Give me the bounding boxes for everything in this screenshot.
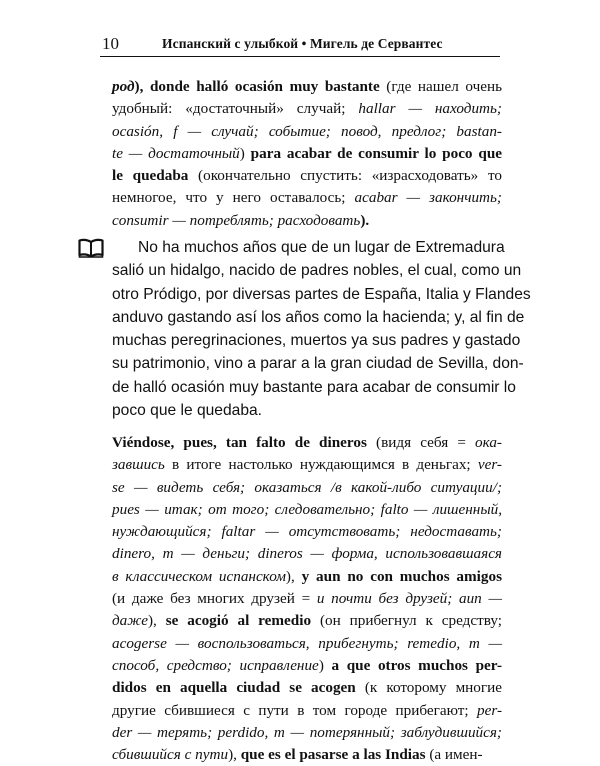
text-segment: Viéndose, pues, tan falto de dineros — [112, 434, 367, 451]
text-segment: se acogió al remedio — [165, 612, 312, 630]
quote-line: muchas peregrinaciones, muertos ya sus padres y gastado — [112, 332, 521, 350]
quote-line: de halló ocasión muy bastante para acabar de consumir lo — [112, 378, 516, 396]
text-segment: dinero, m — деньги; dineros — форма, использовавшаяся — [112, 545, 502, 563]
spanish-quote — [112, 236, 531, 422]
text-line — [112, 477, 502, 499]
text-segment: немногое, что у него оставалось; — [112, 189, 355, 207]
text-line — [112, 677, 502, 699]
text-segment: завшись — [112, 456, 165, 474]
text-segment: (он прибегнул к средству; — [311, 612, 502, 630]
text-segment: (и даже без многих друзей = — [112, 590, 317, 608]
text-segment: consumir — потреблять; расходовать — [112, 211, 361, 229]
text-segment: род — [112, 78, 135, 95]
gloss-bottom — [112, 432, 502, 766]
text-segment: ocasión, f — случай; событие; повод, предлог; bastan- — [112, 122, 502, 140]
text-segment: ver- — [477, 456, 502, 474]
text-segment: ), — [285, 567, 302, 585]
text-segment: ), — [147, 612, 166, 630]
text-line — [112, 655, 502, 677]
text-segment: te — достаточный — [112, 144, 240, 162]
text-line — [112, 722, 502, 744]
page-number: 10 — [102, 34, 119, 53]
text-segment: (где нашел очень — [379, 78, 502, 95]
quote-line: poco que le quedaba. — [112, 402, 263, 420]
running-header — [100, 34, 500, 57]
text-line — [112, 432, 502, 454]
text-line — [112, 700, 502, 722]
text-segment: le quedaba — [112, 167, 189, 185]
quote-line: su patrimonio, vino a parar a la gran ciudad de Sevilla, don- — [112, 355, 524, 373]
text-segment: даже — [112, 612, 148, 630]
open-book-icon — [78, 238, 104, 258]
text-segment: para acabar de consumir lo poco que — [250, 144, 503, 162]
text-segment: ), donde halló ocasión muy bastante — [134, 78, 380, 95]
text-segment: удобный: «достаточный» случай; — [112, 100, 359, 118]
text-segment: pues — итак; от того; следовательно; falto — лишенный, — [112, 500, 502, 518]
text-segment: se — видеть себя; оказаться /в какой-либо ситуации/; — [112, 478, 502, 496]
text-segment: acabar — закончить; — [354, 189, 502, 207]
text-segment: der — терять; perdido, m — потерянный; заблудившийся; — [112, 723, 502, 741]
text-segment: нуждающийся; faltar — отсутствовать; недоставать; — [112, 523, 502, 541]
running-title: Испанский с улыбкой • Мигель де Сервантес — [162, 36, 443, 51]
text-segment: que es el pasarse a las Indias — [240, 746, 426, 764]
text-line — [112, 165, 502, 187]
text-segment: ока- — [475, 434, 502, 451]
text-segment: hallar — находить; — [358, 100, 502, 118]
text-segment: в классическом испанском — [112, 567, 286, 585]
quote-line: salió un hidalgo, nacido de padres nobles, el cual, como un — [112, 262, 522, 280]
text-line — [112, 566, 502, 588]
text-line — [112, 143, 502, 165]
text-line — [112, 543, 502, 565]
text-segment: (к которому многие — [355, 679, 503, 697]
text-segment: didos en aquella ciudad se acogen — [112, 679, 356, 697]
text-segment: ). — [360, 211, 370, 229]
quote-line: anduvo gastando así los años como la hacienda; y, al fin de — [112, 308, 525, 326]
text-segment: (а имен- — [425, 746, 483, 764]
gloss-top — [112, 76, 502, 232]
text-line — [112, 744, 502, 766]
text-segment: acogerse — воспользоваться, прибегнуть; remedio, m — — [112, 634, 502, 652]
text-segment: per- — [477, 701, 502, 719]
text-line — [112, 454, 502, 476]
text-segment: ) — [318, 656, 332, 674]
text-line — [112, 499, 502, 521]
text-segment: (окончательно спустить: «израсходовать» то — [188, 167, 502, 185]
quote-line: No ha muchos años que de un lugar de Extremadura — [112, 239, 505, 256]
text-line — [112, 610, 502, 632]
text-segment: ) — [239, 144, 251, 162]
text-line — [112, 98, 502, 120]
text-line — [112, 121, 502, 143]
text-line — [112, 521, 502, 543]
text-segment: сбившийся с пути — [112, 746, 229, 764]
text-segment: y aun no con muchos amigos — [301, 567, 502, 585]
text-line — [112, 210, 502, 232]
text-line — [112, 633, 502, 655]
text-segment: другие сбившиеся с пути в том городе прибегают; — [112, 701, 477, 719]
text-segment: (видя себя = — [366, 434, 476, 451]
text-line — [112, 76, 502, 98]
text-segment: и почти без друзей; aun — — [316, 590, 502, 608]
quote-line: otro Pródigo, por diversas partes de España, Italia y Flandes — [112, 285, 531, 303]
text-segment: в итоге настолько нуждающимся в деньгах; — [164, 456, 478, 474]
text-segment: a que otros muchos per- — [331, 656, 503, 674]
text-line — [112, 187, 502, 209]
text-segment: ), — [228, 746, 241, 764]
text-line — [112, 588, 502, 610]
text-segment: способ, средство; исправление — [112, 656, 319, 674]
